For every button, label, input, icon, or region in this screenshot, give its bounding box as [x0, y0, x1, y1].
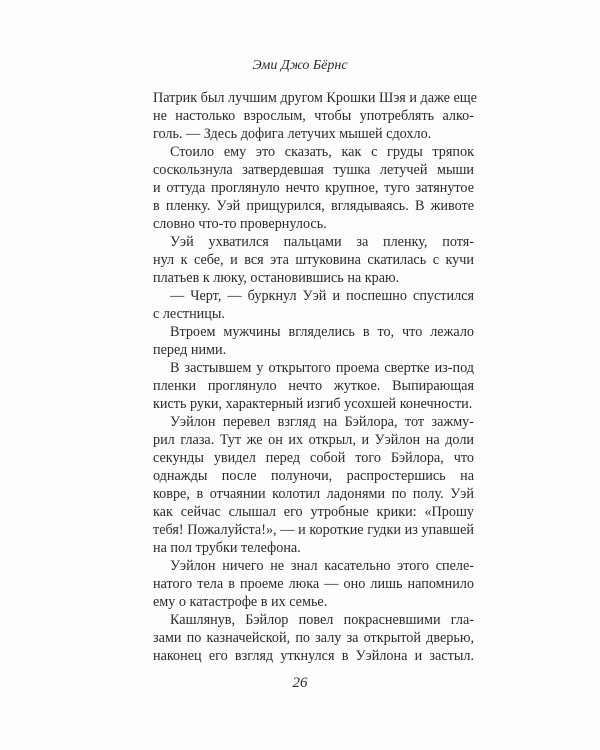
text-line: соскользнула затвердевшая тушка летучей мыши: [153, 162, 474, 178]
text-line: кисть руки, характерный изгиб усохшей конечности.: [153, 396, 473, 412]
paragraph: [153, 233, 474, 287]
paragraph: [153, 557, 474, 611]
paragraph: [153, 89, 477, 143]
text-line: зами по казначейской, по залу за открытой дверью,: [153, 630, 474, 646]
text-line: натого тела в проеме люка — оно лишь напомнило: [153, 576, 474, 592]
text-line: с лестницы.: [153, 306, 225, 322]
text-line: Стоило ему это сказать, как с груды тряпок: [170, 144, 474, 160]
text-line: нул к себе, и вся эта штуковина скатилась с кучи: [153, 252, 474, 268]
text-line: голь. — Здесь дофига летучих мышей сдохло.: [153, 126, 432, 142]
text-line: В застывшем у открытого проема свертке из-под: [170, 360, 474, 376]
paragraph: [153, 359, 474, 413]
text-line: Уэйлон ничего не знал касательно этого спеле-: [170, 558, 474, 574]
text-line: наконец его взгляд уткнулся в Уэйлона и застыл.: [153, 648, 474, 664]
running-head: Эми Джо Бёрнс: [252, 58, 348, 73]
text-line: пленки проглянуло нечто жуткое. Выпирающая: [153, 378, 474, 394]
body-text: [153, 89, 477, 665]
text-line: секунды увидел перед собой того Бэйлора, что: [153, 450, 474, 466]
text-line: Втроем мужчины вгляделись в то, что лежало: [170, 324, 474, 340]
page-number: 26: [292, 675, 308, 691]
text-line: как сейчас слышал его утробные крики: «Прошу: [153, 504, 474, 520]
text-line: в пленку. Уэй прищурился, вглядываясь. В животе: [153, 198, 474, 214]
text-line: Уэй ухватился пальцами за пленку, потя-: [170, 234, 474, 250]
text-line: и оттуда проглянуло нечто крупное, туго затянутое: [153, 180, 474, 196]
paragraph: [153, 143, 474, 233]
text-line: ему о катастрофе в их семье.: [153, 594, 328, 610]
text-line: ковре, в отчаянии колотил ладонями по полу. Уэй: [153, 486, 474, 502]
text-line: Патрик был лучшим другом Крошки Шэя и даже еще: [153, 90, 477, 106]
text-line: на пол трубки телефона.: [153, 540, 301, 556]
text-line: словно что-то провернулось.: [153, 216, 327, 232]
paragraph: [153, 287, 474, 323]
text-line: Уэйлон перевел взгляд на Бэйлора, тот зажму-: [170, 414, 474, 430]
text-line: тебя! Пожалуйста!», — и короткие гудки из упавшей: [153, 522, 474, 538]
text-line: платьев к люку, остановившись на краю.: [153, 270, 400, 286]
text-line: Кашлянув, Бэйлор повел покрасневшими гла-: [170, 612, 474, 628]
text-line: перед ними.: [153, 342, 227, 358]
paragraph: [153, 413, 474, 557]
text-line: рил глаза. Тут же он их открыл, и Уэйлон на доли: [153, 432, 474, 448]
paragraph: [153, 611, 474, 665]
paragraph: [153, 323, 474, 359]
text-line: однажды после полуночи, распростершись на: [153, 468, 474, 484]
text-line: не настолько взрослым, чтобы употреблять алко-: [153, 108, 474, 124]
text-line: — Черт, — буркнул Уэй и поспешно спустился: [170, 288, 474, 304]
